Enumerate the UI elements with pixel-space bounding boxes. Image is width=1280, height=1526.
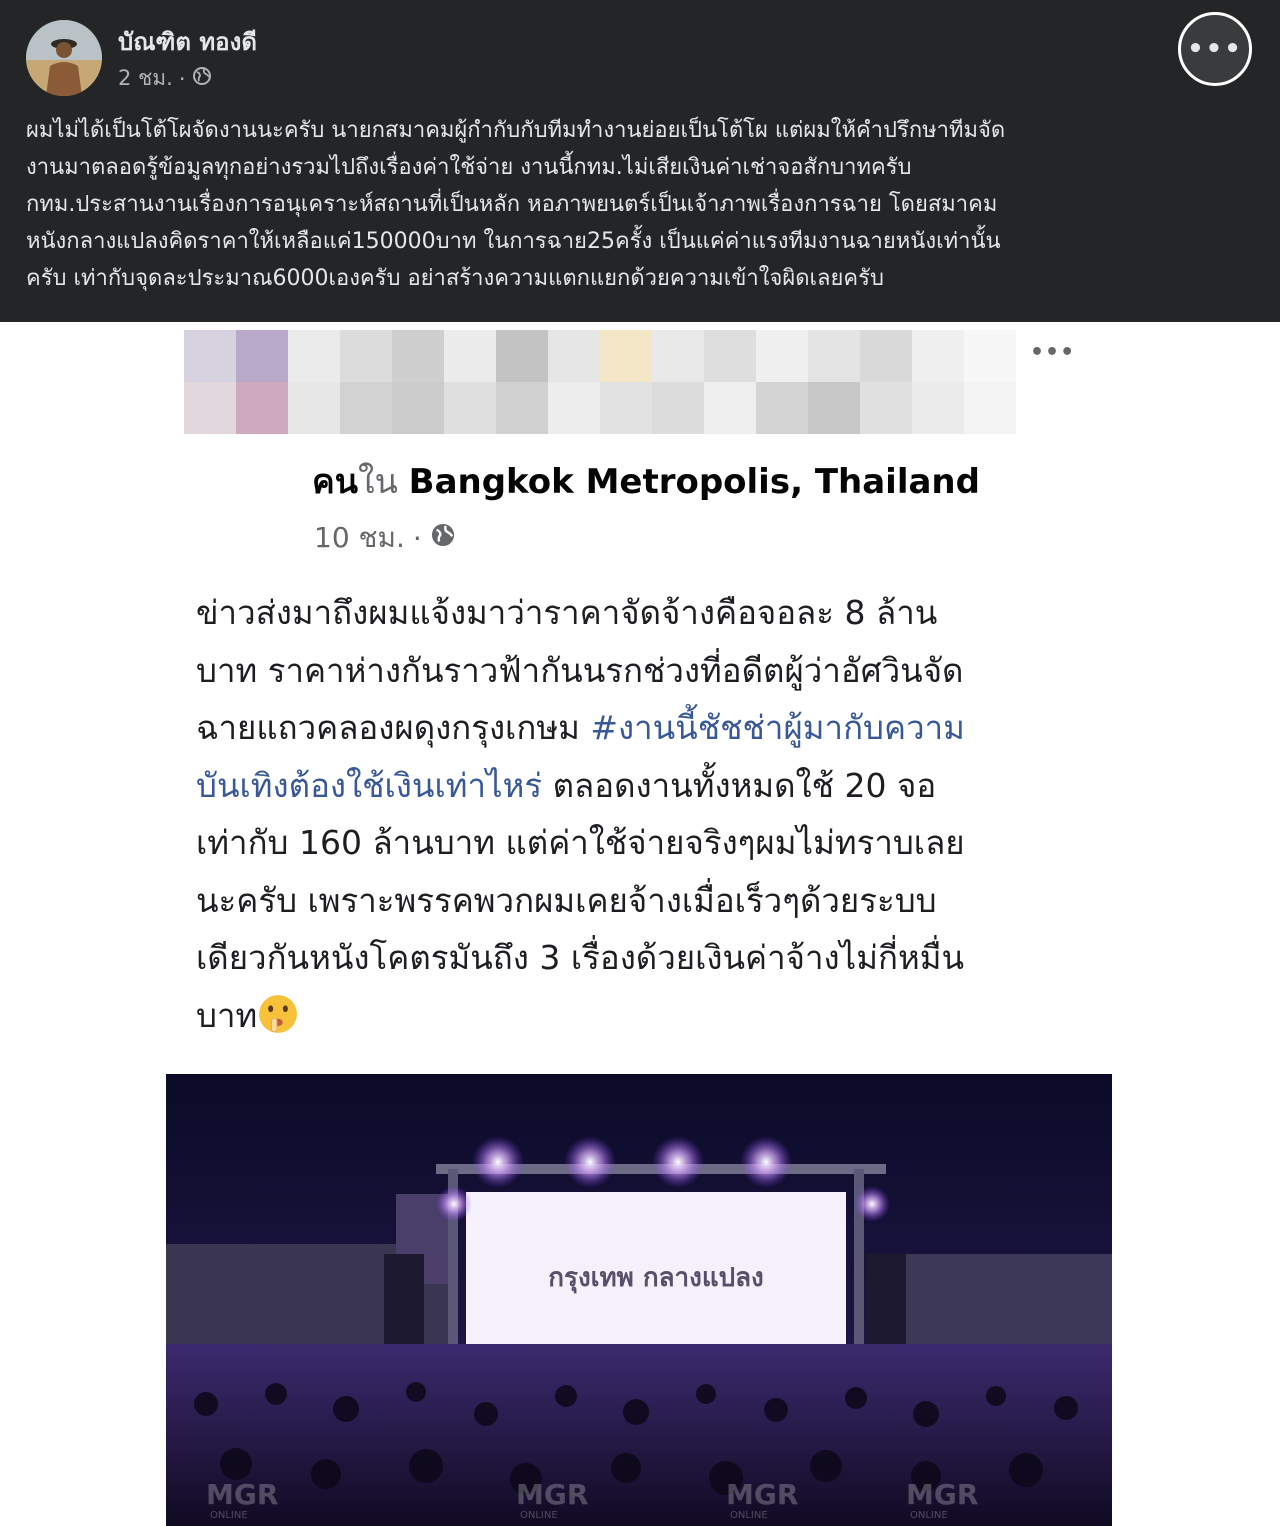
meta-separator: · [412, 521, 422, 555]
watermark: MGR [206, 1478, 279, 1511]
shared-text-line: บาท ราคาห่างกันราวฟ้ากันนรกช่วงที่อดีตผู้ว่าอัศวินจัด [196, 650, 964, 690]
shared-text-line: เท่ากับ 160 ล้านบาท แต่ค่าใช้จ่ายจริงๆผมไม่ทราบเลย [196, 823, 965, 862]
avatar[interactable] [26, 20, 102, 96]
post-text [26, 112, 1254, 297]
shared-text-line: นะครับ เพราะพรรคพวกผมเคยจ้างเมื่อเร็วๆด้วยระบบ [196, 880, 937, 920]
location-name[interactable]: Bangkok Metropolis, Thailand [408, 462, 980, 502]
watermark: MGR [516, 1478, 589, 1511]
watermark: MGR [906, 1478, 979, 1511]
post-meta [118, 62, 212, 95]
post-text-line: งานมาตลอดรู้ข้อมูลทุกอย่างรวมไปถึงเรื่องค่าใช้จ่าย งานนี้กทม.ไม่เสียเงินค่าเช่าจอสักบาทครับ [26, 155, 912, 180]
hashtag-link[interactable]: บันเทิงต้องใช้เงินเท่าไหร่ [196, 765, 543, 805]
shared-text-line [196, 757, 1096, 815]
shared-location [312, 454, 980, 508]
shared-time: 10 ชม. [314, 521, 405, 554]
shared-text-line: ข่าวส่งมาถึงผมแจ้งมาว่าราคาจัดจ้างคือจอละ 8 ล้าน [196, 593, 938, 632]
blurred-author-header [184, 330, 1016, 434]
shared-post-text [196, 584, 1096, 1044]
watermark-sub: ONLINE [910, 1510, 948, 1521]
shared-text-fragment: ฉายแถวคลองผดุงกรุงเกษม [196, 708, 591, 747]
shared-text-fragment: บาท [196, 995, 258, 1035]
location-in: ใน [358, 462, 398, 502]
shared-more-icon[interactable]: ••• [1030, 340, 1076, 365]
shared-text-fragment: ตลอดงานทั้งหมดใช้ 20 จอ [542, 765, 937, 805]
watermark-sub: ONLINE [520, 1510, 558, 1521]
more-options-button[interactable] [1178, 12, 1252, 86]
shushing-face-emoji [257, 993, 299, 1035]
author-name[interactable]: บัณฑิต ทองดี [118, 28, 257, 56]
shared-meta [314, 516, 456, 560]
post-time[interactable]: 2 ชม. [118, 66, 173, 90]
watermark-sub: ONLINE [730, 1510, 768, 1521]
watermark-sub: ONLINE [210, 1510, 248, 1521]
post-text-line: หนังกลางแปลงคิดราคาให้เหลือแค่150000บาท ในการฉาย25ครั้ง เป็นแค่ค่าแรงทีมงานฉายหนังเท่านั้น [26, 229, 1001, 254]
location-prefix: คน [312, 462, 358, 502]
post-text-line: ผมไม่ได้เป็นโต้โผจัดงานนะครับ นายกสมาคมผู้กำกับกับทีมทำงานย่อยเป็นโต้โผ แต่ผมให้คำปรึกษาทีมจัด [26, 118, 1006, 143]
shared-text-line [196, 699, 1096, 757]
post-text-line: ครับ เท่ากับจุดละประมาณ6000เองครับ อย่าสร้างความแตกแยกด้วยความเข้าใจผิดเลยครับ [26, 266, 884, 291]
globe-icon [192, 66, 212, 91]
post-text-line: กทม.ประสานงานเรื่องการอนุเคราะห์สถานที่เป็นหลัก หอภาพยนตร์เป็นเจ้าภาพเรื่องการฉาย โดยสมาคม [26, 192, 998, 217]
post-card [0, 0, 1280, 322]
screen-title: กรุงเทพ กลางแปลง [548, 1263, 764, 1293]
globe-icon [430, 522, 456, 555]
meta-separator: · [178, 66, 186, 91]
shared-text-line [196, 987, 1096, 1045]
hashtag-link[interactable]: #งานนี้ชัชช่าผู้มากับความ [590, 708, 965, 747]
shared-screenshot [0, 322, 1280, 1526]
more-horizontal-icon: ••• [1187, 34, 1243, 64]
post-photo[interactable] [166, 1074, 1112, 1526]
shared-text-line: เดียวกันหนังโคตรมันถึง 3 เรื่องด้วยเงินค่าจ้างไม่กี่หมื่น [196, 938, 965, 977]
watermark: MGR [726, 1478, 799, 1511]
